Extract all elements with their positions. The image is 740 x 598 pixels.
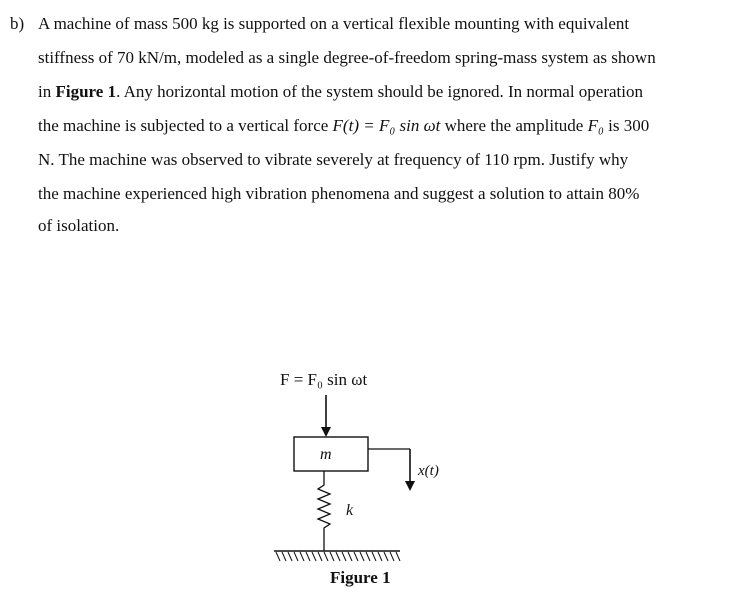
question-line-6: the machine experienced high vibration phenomena and suggest a solution to attain 80% xyxy=(38,184,640,203)
line3-post: . Any horizontal motion of the system should be ignored. In normal operation xyxy=(116,82,644,101)
force-label: F = F₀ sin ωt xyxy=(280,370,368,389)
question-label: b) xyxy=(10,14,25,33)
line3-pre: in xyxy=(38,82,56,101)
question-line-3 xyxy=(38,82,643,102)
question-line-5: N. The machine was observed to vibrate severely at frequency of 110 rpm. Justify why xyxy=(38,150,629,169)
spring-label: k xyxy=(346,502,354,519)
force-arrow-head xyxy=(321,427,331,437)
line4-pre: the machine is subjected to a vertical force xyxy=(38,116,333,135)
line4-mid: where the amplitude xyxy=(440,116,588,135)
figure-caption: Figure 1 xyxy=(330,568,391,587)
force-expression: F(t) = F₀ sin ωt xyxy=(332,116,441,135)
figure-reference: Figure 1 xyxy=(55,82,117,101)
line4-post: is 300 xyxy=(603,116,650,135)
question-line-7: of isolation. xyxy=(38,216,120,235)
displacement-arrow-head xyxy=(405,481,415,491)
spring-mass-diagram xyxy=(250,355,490,595)
question-line-1: A machine of mass 500 kg is supported on a vertical flexible mounting with equivalent xyxy=(38,14,630,33)
mass-label: m xyxy=(320,446,332,463)
spring-mass-figure xyxy=(250,355,490,595)
ground-hatching-icon xyxy=(276,552,400,561)
amplitude-symbol: F₀ xyxy=(587,116,604,135)
question-line-4 xyxy=(38,116,649,136)
question-line-2: stiffness of 70 kN/m, modeled as a single degree-of-freedom spring-mass system as shown xyxy=(38,48,656,67)
displacement-label: x(t) xyxy=(418,463,439,479)
spring-icon xyxy=(318,471,330,551)
